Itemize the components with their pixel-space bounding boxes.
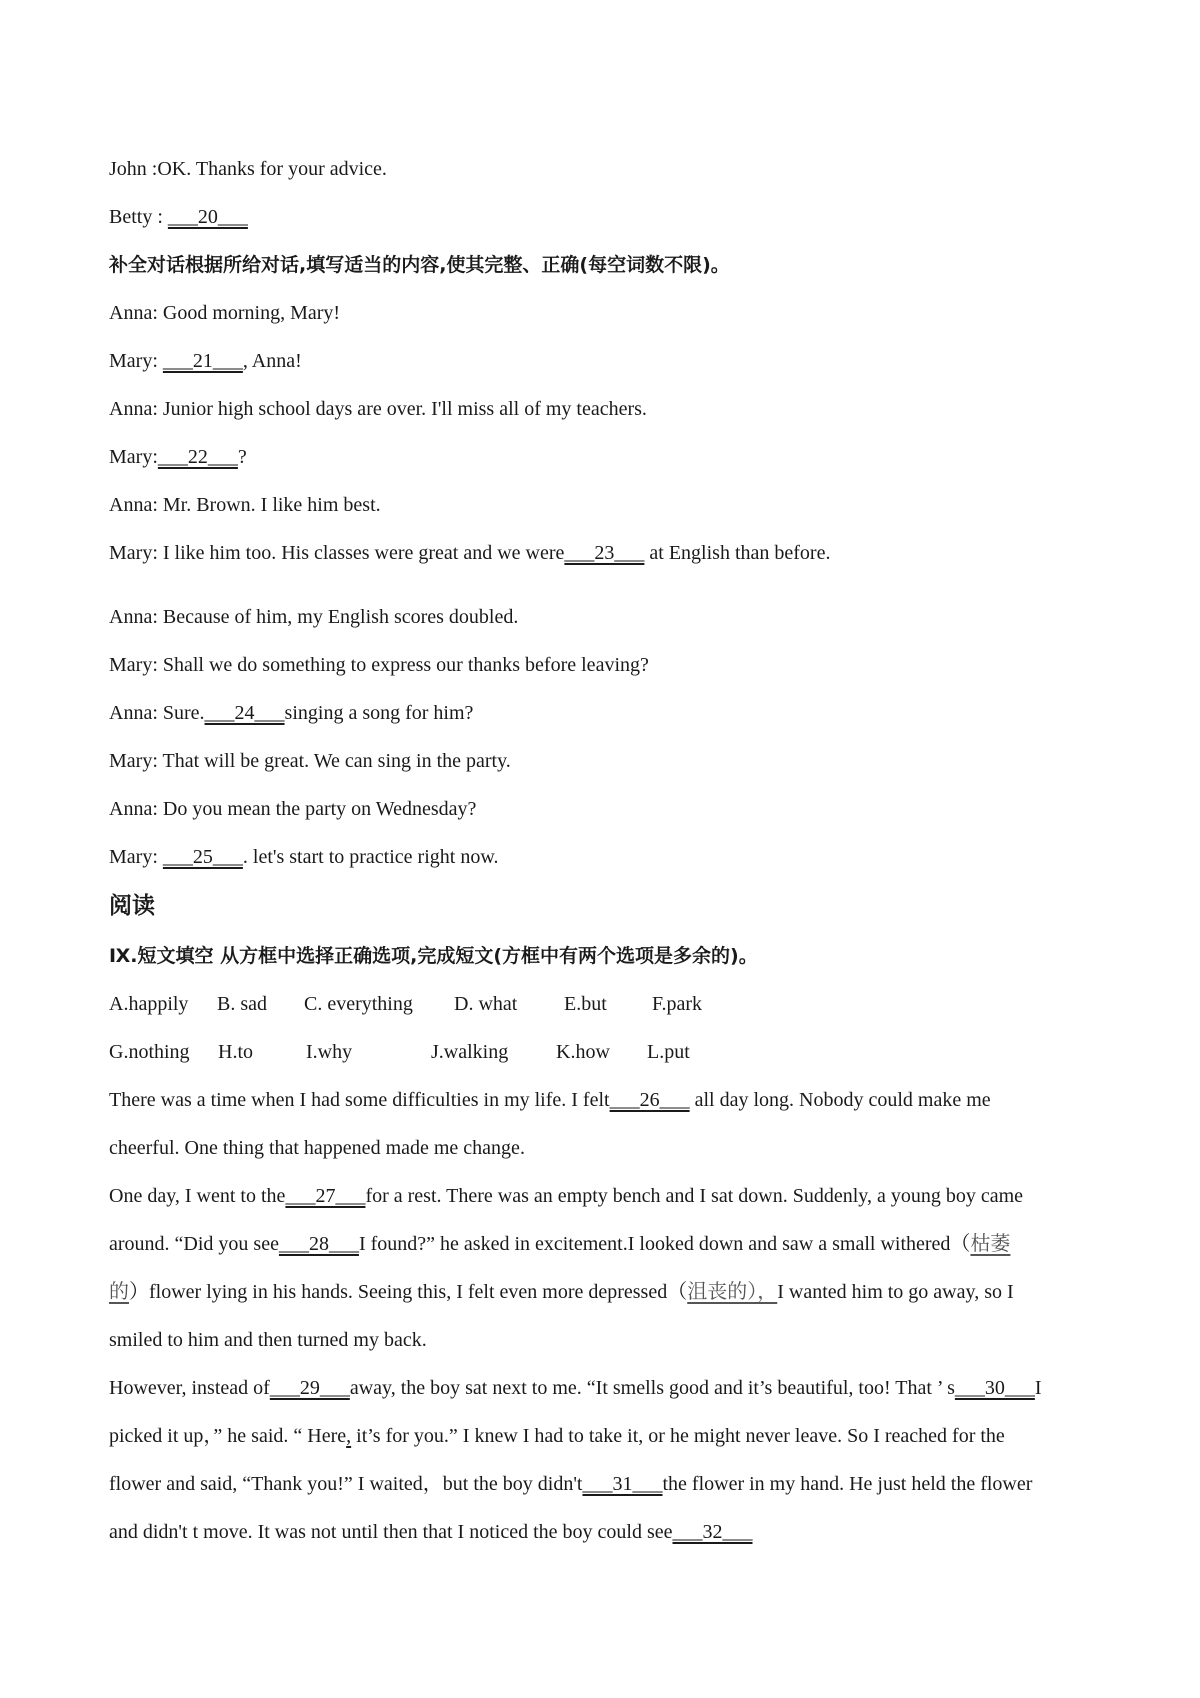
passage-line	[109, 1470, 1032, 1498]
line-text: for a rest. There was an empty bench and I sat down. Suddenly, a young boy came	[365, 1185, 1024, 1207]
gloss-text: 枯萎	[970, 1233, 1011, 1255]
line-text: . let's start to practice right now.	[242, 846, 499, 868]
line-text: Anna: Junior high school days are over. I'll miss all of my teachers.	[109, 398, 647, 420]
blank-23: ___23___	[564, 542, 645, 564]
line-text: all day long. Nobody could make me	[689, 1089, 991, 1111]
gloss-text: 的	[109, 1281, 129, 1303]
instruction-text: 补全对话根据所给对话,填写适当的内容,使其完整、正确(每空词数不限)。	[109, 254, 730, 276]
line-text: Anna: Sure.	[109, 702, 205, 724]
line-text: away, the boy sat next to me. “It smells good and it’s beautiful, too! That ’ s	[349, 1377, 955, 1399]
blank-25: ___25___	[162, 846, 243, 868]
section-title: 阅读	[109, 893, 155, 919]
instruction-dialog	[109, 251, 730, 279]
line-text: Anna: Mr. Brown. I like him best.	[109, 494, 381, 516]
dialog-line-john	[109, 155, 387, 183]
blank-28: ___28___	[278, 1233, 359, 1255]
option-item: I.why	[306, 1041, 353, 1063]
blank-27: ___27___	[285, 1185, 366, 1207]
line-text: picked it up，” he said. “ Here	[109, 1425, 347, 1447]
gloss-text: 沮丧的），	[687, 1281, 778, 1303]
passage-line	[109, 1278, 1014, 1306]
blank-26: ___26___	[609, 1089, 690, 1111]
dialog-line	[109, 395, 647, 423]
option-item: J.walking	[431, 1041, 509, 1063]
line-text: One day, I went to the	[109, 1185, 286, 1207]
dialog-line	[109, 299, 340, 327]
dialog-line	[109, 843, 498, 871]
dialog-line	[109, 651, 649, 679]
underlined-comma: ,	[346, 1425, 352, 1447]
option-item: L.put	[647, 1041, 690, 1063]
line-text: However, instead of	[109, 1377, 270, 1399]
line-text: cheerful. One thing that happened made me change.	[109, 1137, 525, 1159]
line-text: Mary: Shall we do something to express our thanks before leaving?	[109, 654, 649, 676]
line-text: Mary: I like him too. His classes were great and we were	[109, 542, 565, 564]
line-text: singing a song for him?	[284, 702, 474, 724]
line-text: Mary:	[109, 350, 163, 372]
option-item: C. everything	[304, 993, 413, 1015]
dialog-line	[109, 603, 518, 631]
dialog-line	[109, 491, 381, 519]
line-text: Anna: Because of him, my English scores doubled.	[109, 606, 519, 628]
option-item: E.but	[564, 993, 607, 1015]
blank-20: ___20___	[167, 206, 248, 228]
line-text: it’s for you.” I knew I had to take it, or he might never leave. So I reached for the	[351, 1425, 1005, 1447]
blank-31: ___31___	[582, 1473, 663, 1495]
line-text: Mary:	[109, 846, 163, 868]
instruction-text: Ⅸ.短文填空 从方框中选择正确选项,完成短文(方框中有两个选项是多余的)。	[109, 945, 758, 967]
passage-line	[109, 1230, 1010, 1258]
blank-30: ___30___	[954, 1377, 1035, 1399]
line-text: at English than before.	[644, 542, 831, 564]
line-text: around. “Did you see	[109, 1233, 279, 1255]
line-text: There was a time when I had some difficulties in my life. I felt	[109, 1089, 610, 1111]
passage-line	[109, 1086, 991, 1114]
option-item: H.to	[218, 1041, 253, 1063]
line-text: ?	[237, 446, 247, 468]
dialog-line	[109, 347, 302, 375]
options-row	[109, 1038, 690, 1066]
line-text: ）flower lying in his hands. Seeing this, I felt even more depressed（	[129, 1281, 688, 1303]
section-heading	[109, 892, 155, 920]
option-item: K.how	[556, 1041, 610, 1063]
dialog-line	[109, 747, 511, 775]
line-text: , Anna!	[242, 350, 302, 372]
dialog-line	[109, 699, 473, 727]
passage-line	[109, 1182, 1023, 1210]
option-item: G.nothing	[109, 1041, 190, 1063]
option-item: F.park	[652, 993, 703, 1015]
passage-line	[109, 1518, 753, 1546]
line-text: Mary:	[109, 446, 158, 468]
line-text: Mary: That will be great. We can sing in the party.	[109, 750, 511, 772]
line-text: smiled to him and then turned my back.	[109, 1329, 427, 1351]
passage-line	[109, 1422, 1005, 1450]
line-text: John :OK. Thanks for your advice.	[109, 158, 387, 180]
line-text: I wanted him to go away, so I	[777, 1281, 1014, 1303]
line-text: Anna: Good morning, Mary!	[109, 302, 341, 324]
passage-line	[109, 1374, 1042, 1402]
dialog-line-betty	[109, 203, 248, 231]
dialog-line	[109, 443, 247, 471]
line-text: the flower in my hand. He just held the flower	[662, 1473, 1033, 1495]
blank-21: ___21___	[162, 350, 243, 372]
dialog-line	[109, 795, 476, 823]
option-item: A.happily	[109, 993, 189, 1015]
blank-24: ___24___	[204, 702, 285, 724]
line-text: flower and said, “Thank you!” I waited，but the boy didn't	[109, 1473, 583, 1495]
option-item: D. what	[454, 993, 518, 1015]
instruction-passage	[109, 942, 758, 970]
passage-line	[109, 1134, 525, 1162]
option-item: B. sad	[217, 993, 267, 1015]
blank-29: ___29___	[269, 1377, 350, 1399]
blank-22: ___22___	[157, 446, 238, 468]
line-text: I found?” he asked in excitement.I looked down and saw a small withered（	[358, 1233, 971, 1255]
passage-line	[109, 1326, 427, 1354]
line-text: Anna: Do you mean the party on Wednesday?	[109, 798, 477, 820]
line-text: Betty :	[109, 206, 168, 228]
options-row	[109, 990, 702, 1018]
line-text: I	[1034, 1377, 1042, 1399]
blank-32: ___32___	[672, 1521, 753, 1543]
dialog-line	[109, 539, 830, 567]
line-text: and didn't t move. It was not until then that I noticed the boy could see	[109, 1521, 673, 1543]
